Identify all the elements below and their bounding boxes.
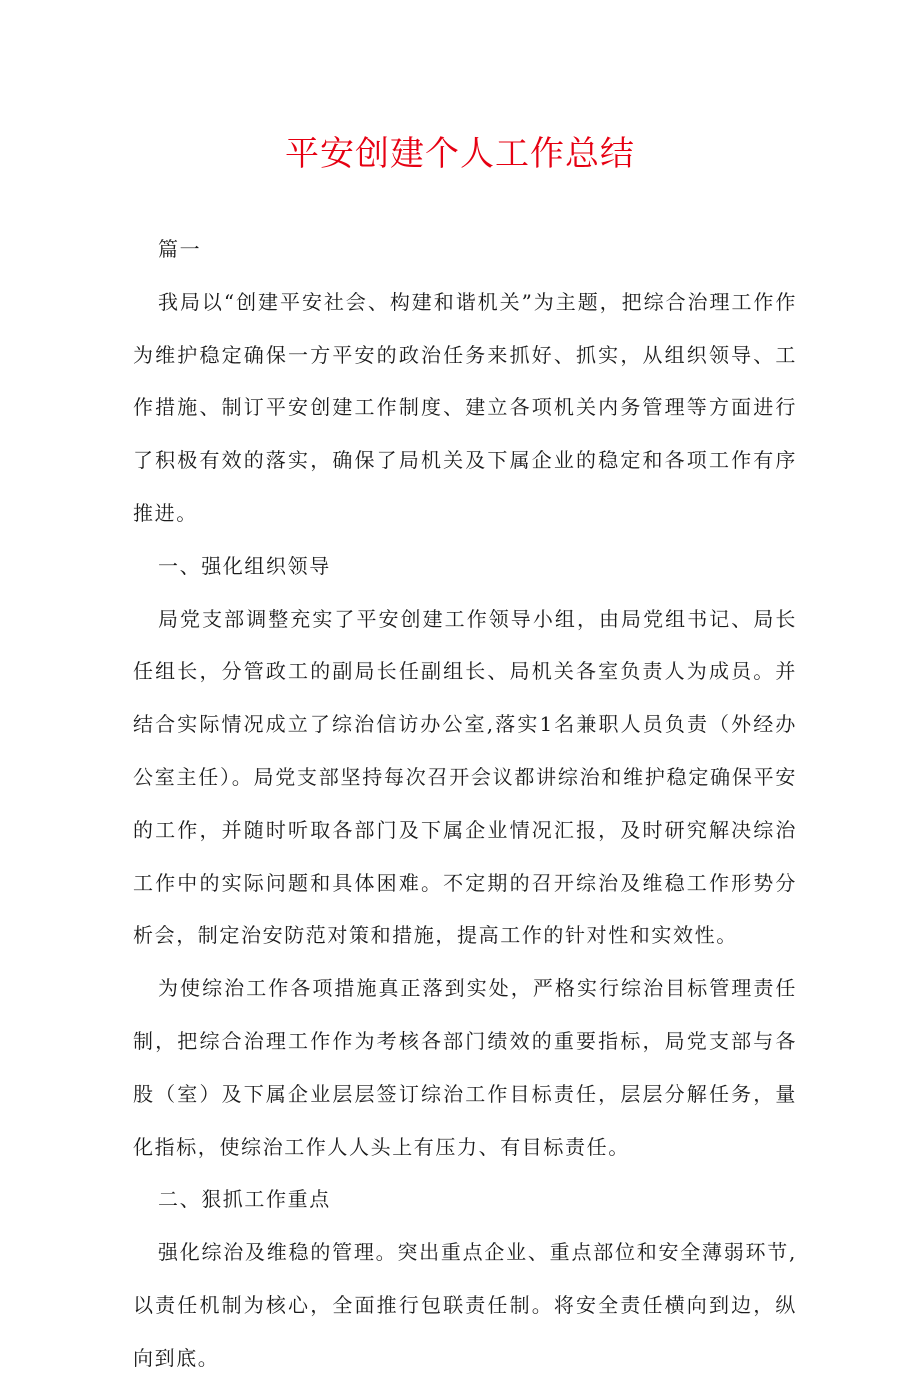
body-paragraph: 强化综治及维稳的管理。突出重点企业、重点部位和安全薄弱环节,以责任机制为核心，全面推行包联责任制。将安全责任横向到边，纵向到底。 (133, 1240, 797, 1370)
section-heading-2: 二、狠抓工作重点 (158, 1187, 331, 1212)
intro-paragraph: 我局以“创建平安社会、构建和谐机关”为主题，把综合治理工作作为维护稳定确保一方平安的政治任务来抓好、抓实，从组织领导、工作措施、制订平安创建工作制度、建立各项机关内务管理等方面进行了积极有效的落实，确保了局机关及下属企业的稳定和各项工作有序推进。 (133, 289, 797, 525)
section-heading-1: 一、强化组织领导 (158, 553, 331, 578)
section-label-pian-yi: 篇一 (158, 237, 202, 261)
body-paragraph: 为使综治工作各项措施真正落到实处，严格实行综治目标管理责任制，把综合治理工作作为考核各部门绩效的重要指标，局党支部与各股（室）及下属企业层层签订综治工作目标责任，层层分解任务，量化指标，使综治工作人人头上有压力、有目标责任。 (133, 976, 797, 1159)
body-paragraph: 局党支部调整充实了平安创建工作领导小组，由局党组书记、局长任组长，分管政工的副局长任副组长、局机关各室负责人为成员。并结合实际情况成立了综治信访办公室,落实1名兼职人员负责（外经办公室主任）。局党支部坚持每次召开会议都讲综治和维护稳定确保平安的工作，并随时听取各部门及下属企业情况汇报，及时研究解决综治工作中的实际问题和具体困难。不定期的召开综治及维稳工作形势分析会，制定治安防范对策和措施，提高工作的针对性和实效性。 (133, 606, 797, 948)
document-body (133, 223, 797, 1385)
document-title: 平安创建个人工作总结 (285, 134, 635, 174)
